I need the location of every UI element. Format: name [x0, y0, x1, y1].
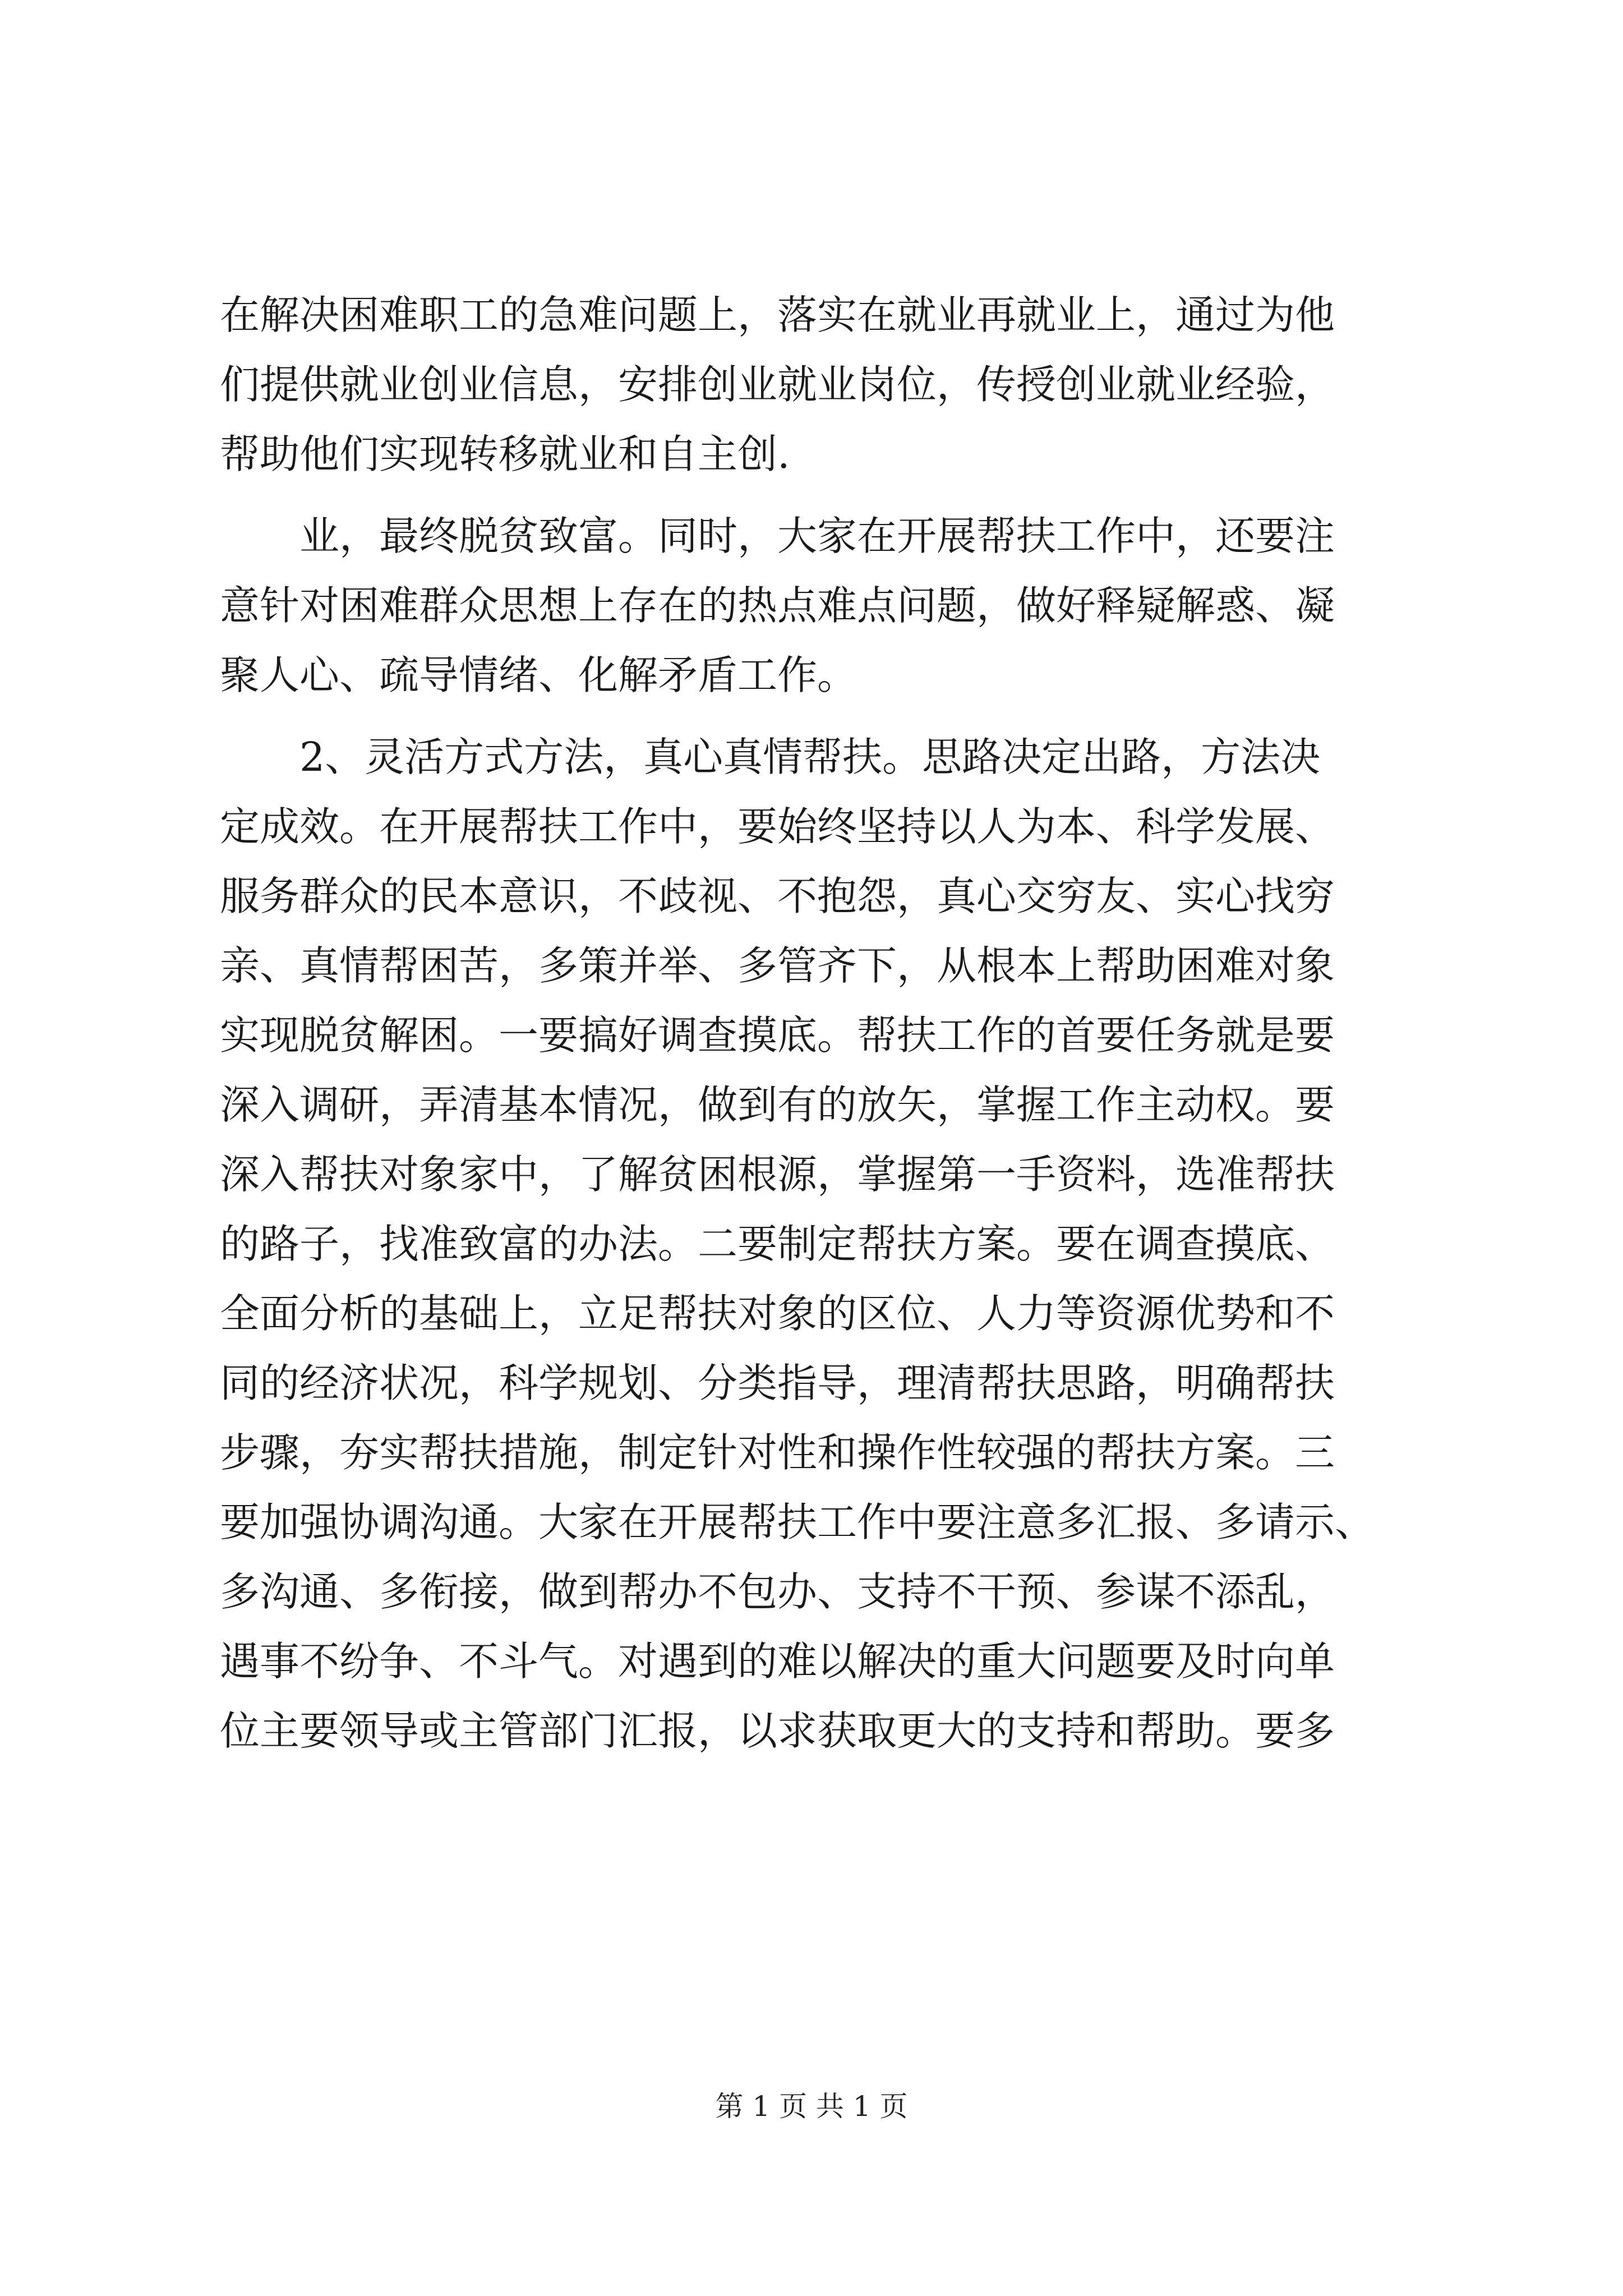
paragraph-start-line: 2、灵活方式方法，真心真情帮扶。思路决定出路，方法决: [299, 734, 1321, 780]
text-line: 多沟通、多衔接，做到帮办不包办、支持不干预、参谋不添乱，: [220, 1568, 1335, 1615]
paragraph-start-line: 业，最终脱贫致富。同时，大家在开展帮扶工作中，还要注: [299, 513, 1335, 559]
body-text: [220, 280, 1414, 1766]
page-number-label: 第 1 页 共 1 页: [715, 2090, 908, 2123]
text-line: 聚人心、疏导情绪、化解矛盾工作。: [220, 652, 857, 698]
text-line: 位主要领导或主管部门汇报，以求获取更大的支持和帮助。要多: [220, 1708, 1335, 1754]
text-line: 深入帮扶对象家中，了解贫困根源，掌握第一手资料，选准帮扶: [220, 1151, 1335, 1198]
text-line: 的路子，找准致富的办法。二要制定帮扶方案。要在调查摸底、: [220, 1221, 1335, 1267]
text-line: 同的经济状况，科学规划、分类指导，理清帮扶思路，明确帮扶: [220, 1360, 1335, 1406]
text-line: 遇事不纷争、不斗气。对遇到的难以解决的重大问题要及时向单: [220, 1638, 1335, 1685]
text-line: 帮助他们实现转移就业和自主创.: [220, 431, 790, 477]
text-line: 要加强协调沟通。大家在开展帮扶工作中要注意多汇报、多请示、: [220, 1499, 1375, 1545]
text-line: 步骤，夯实帮扶措施，制定针对性和操作性较强的帮扶方案。三: [220, 1429, 1335, 1476]
page-footer: [0, 2087, 1623, 2126]
text-line: 深入调研，弄清基本情况，做到有的放矢，掌握工作主动权。要: [220, 1082, 1335, 1128]
text-line: 意针对困难群众思想上存在的热点难点问题，做好释疑解惑、凝: [220, 582, 1335, 629]
text-line: 们提供就业创业信息，安排创业就业岗位，传授创业就业经验，: [220, 361, 1335, 408]
text-line: 服务群众的民本意识，不歧视、不抱怨，真心交穷友、实心找穷: [220, 873, 1335, 919]
text-line: 亲、真情帮困苦，多策并举、多管齐下，从根本上帮助困难对象: [220, 942, 1335, 989]
text-line: 定成效。在开展帮扶工作中，要始终坚持以人为本、科学发展、: [220, 803, 1335, 850]
text-line: 实现脱贫解困。一要搞好调查摸底。帮扶工作的首要任务就是要: [220, 1012, 1335, 1059]
text-line: 在解决困难职工的急难问题上，落实在就业再就业上，通过为他: [220, 292, 1335, 338]
text-line: 全面分析的基础上，立足帮扶对象的区位、人力等资源优势和不: [220, 1290, 1335, 1337]
